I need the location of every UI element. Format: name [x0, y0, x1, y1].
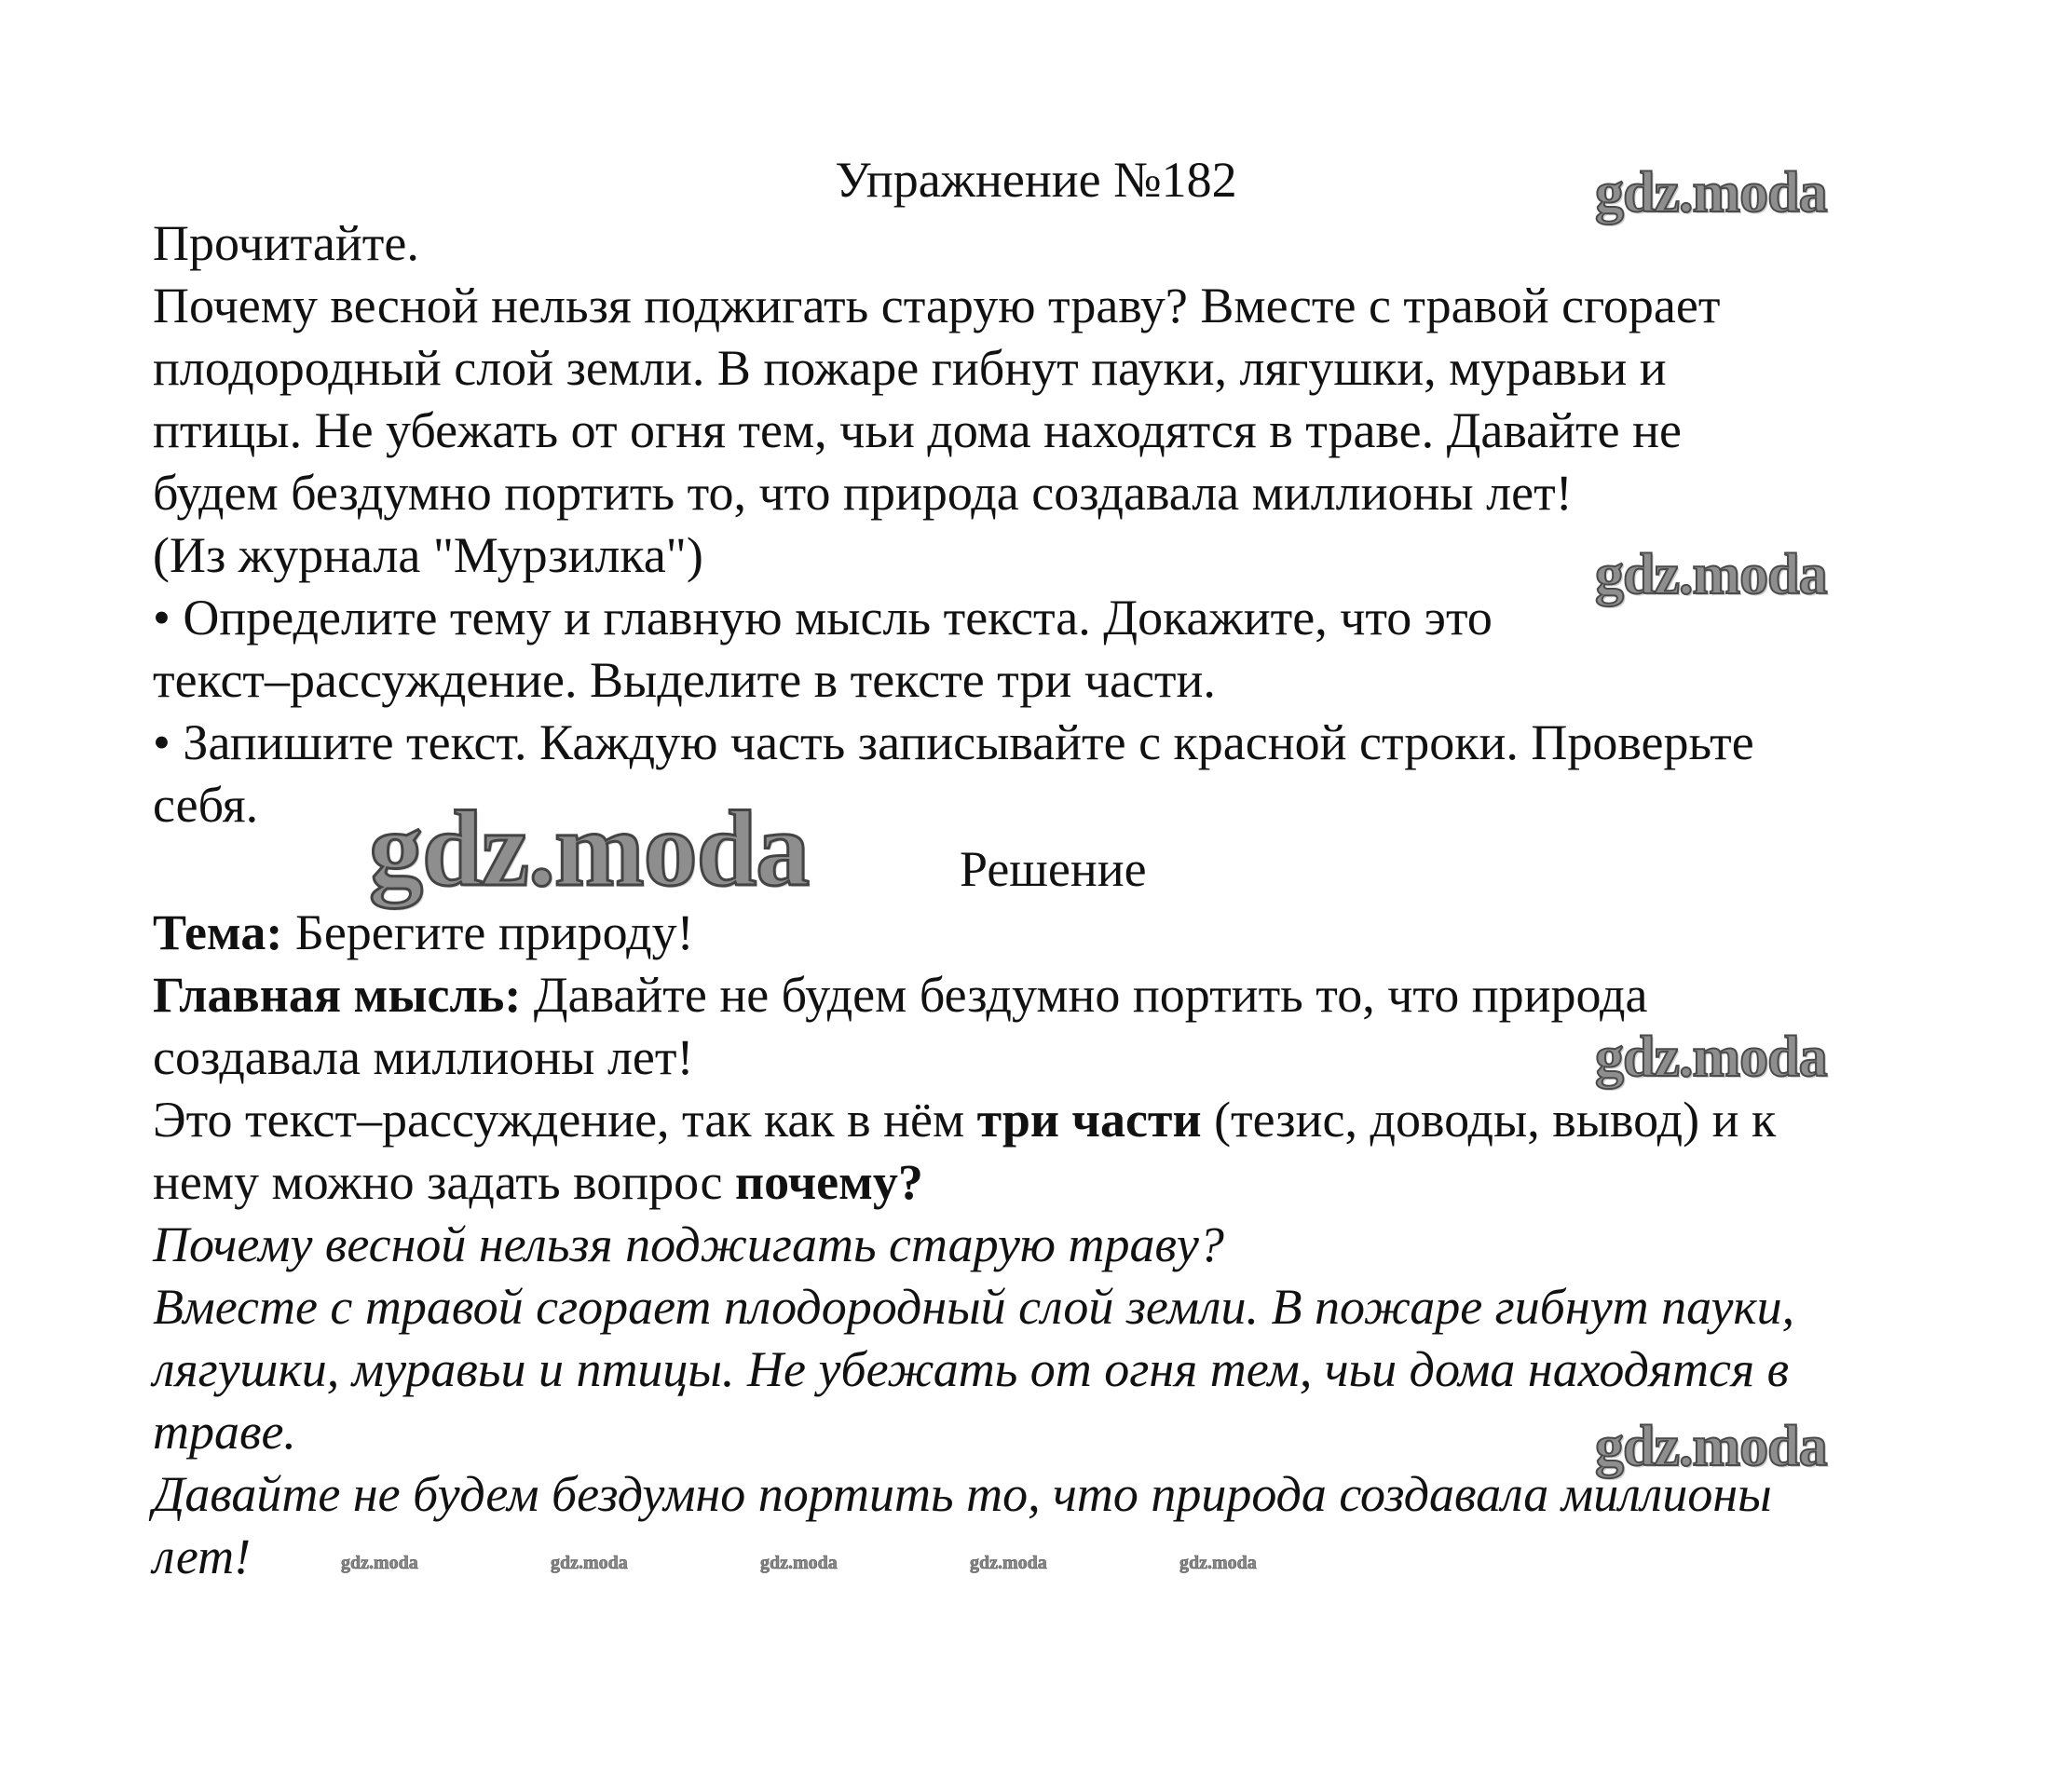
italic-line-5: Давайте не будем бездумно портить то, что природа создавала миллионы	[153, 1466, 1772, 1522]
watermark-top: gdz.moda	[1595, 161, 1827, 224]
watermark-small-3: gdz.moda	[760, 1553, 838, 1573]
idea-value-1: Давайте не будем бездумно портить то, что природа	[521, 967, 1648, 1023]
watermark-small-2: gdz.moda	[551, 1553, 628, 1573]
idea-line-1	[153, 964, 1647, 1026]
page-title: Упражнение №182	[835, 152, 1237, 208]
watermark-lower: gdz.moda	[1595, 1026, 1827, 1089]
reasoning-bold-parts: три части	[976, 1092, 1202, 1148]
task-text-line-4: будем бездумно портить то, что природа создавала миллионы лет!	[153, 465, 1573, 521]
italic-line-3: лягушки, муравьи и птицы. Не убежать от огня тем, чьи дома находятся в	[153, 1341, 1790, 1397]
task-text-line-1: Почему весной нельзя поджигать старую траву? Вместе с травой сгорает	[153, 278, 1721, 333]
theme-label: Тема:	[153, 904, 283, 960]
italic-line-4: траве.	[153, 1404, 296, 1460]
theme-value: Берегите природу!	[282, 904, 694, 960]
task-bullet-1-line-1: • Определите тему и главную мысль текста. Докажите, что это	[153, 590, 1493, 645]
solution-label: Решение	[960, 841, 1147, 897]
watermark-large: gdz.moda	[369, 790, 810, 909]
watermark-small-4: gdz.moda	[970, 1553, 1047, 1573]
watermark-small-1: gdz.moda	[341, 1553, 418, 1573]
reasoning-text-2: (тезис, доводы, вывод) и к	[1201, 1092, 1777, 1148]
reasoning-line-1	[153, 1089, 1776, 1151]
reasoning-bold-why: почему?	[734, 1154, 923, 1210]
watermark-small-5: gdz.moda	[1179, 1553, 1257, 1573]
task-text-line-2: плодородный слой земли. В пожаре гибнут пауки, лягушки, муравьи и	[153, 340, 1667, 396]
idea-label: Главная мысль:	[153, 967, 522, 1023]
task-bullet-2-line-1: • Запишите текст. Каждую часть записывайте с красной строки. Проверьте	[153, 714, 1754, 770]
theme-line	[153, 902, 694, 964]
task-intro: Прочитайте.	[153, 215, 419, 271]
watermark-bottom: gdz.moda	[1595, 1415, 1827, 1478]
task-text-line-3: птицы. Не убежать от огня тем, чьи дома находятся в траве. Давайте не	[153, 402, 1682, 458]
italic-line-6: лет!	[153, 1529, 252, 1584]
idea-line-2: создавала миллионы лет!	[153, 1029, 694, 1085]
italic-line-2: Вместе с травой сгорает плодородный слой земли. В пожаре гибнут пауки,	[153, 1279, 1795, 1335]
watermark-mid: gdz.moda	[1595, 543, 1827, 606]
italic-line-1: Почему весной нельзя поджигать старую траву?	[153, 1216, 1224, 1272]
reasoning-text-1: Это текст–рассуждение, так как в нём	[153, 1092, 977, 1148]
task-bullet-2-line-2: себя.	[153, 777, 259, 833]
reasoning-line-2	[153, 1151, 923, 1214]
reasoning-text-3: нему можно задать вопрос	[153, 1154, 735, 1210]
task-bullet-1-line-2: текст–рассуждение. Выделите в тексте три части.	[153, 652, 1216, 708]
task-source: (Из журнала "Мурзилка")	[153, 527, 703, 583]
